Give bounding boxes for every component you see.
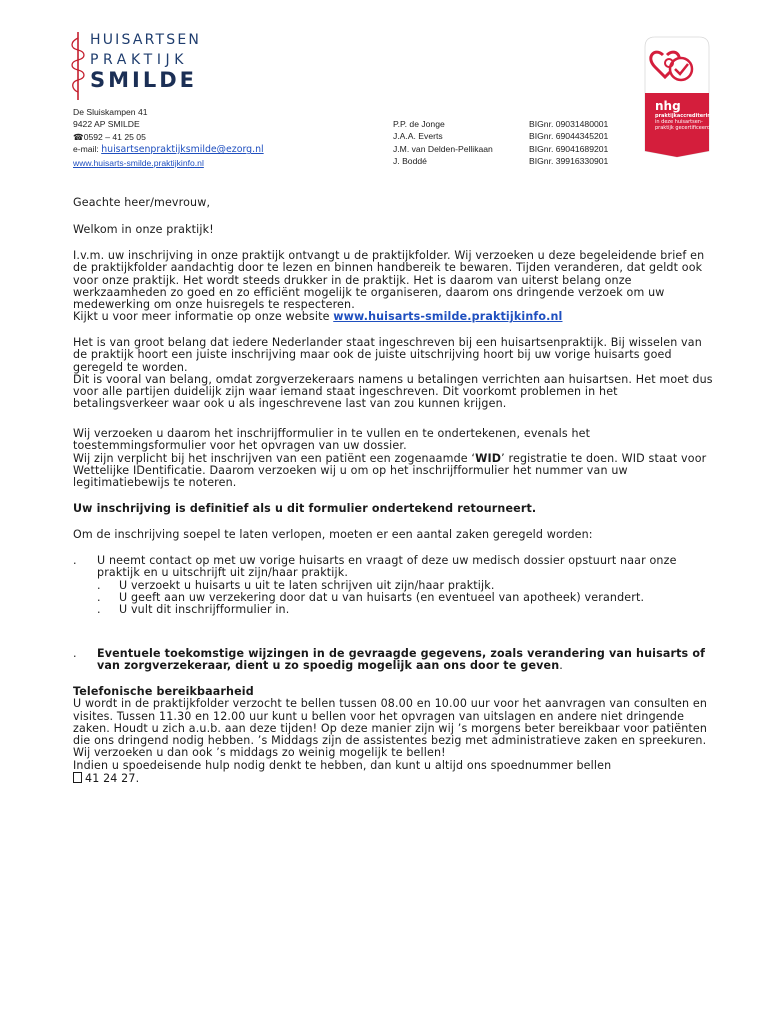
paragraph-2 (73, 337, 713, 411)
changes-text: Eventuele toekomstige wijzingen in de gevraagde gegevens, zoals verandering van huisarts of van zorgverzekeraar, dient u zo spoedig mogelijk aan ons door te geven (97, 647, 706, 673)
logo-line-3: SMILDE (90, 68, 197, 92)
changes-notice (73, 648, 713, 673)
sub-bullet-text: U vult dit inschrijfformulier in. (119, 603, 290, 617)
paragraph-2b: Dit is vooral van belang, omdat zorgverzekeraars namens u betalingen verrichten aan huisartsen. Het moet dus voor alle partijen duidelijk zijn waar iemand staat ingeschreven. Dit voorkomt problemen in het betalingsverkeer waar ook u als ingeschrevene last van zou kunnen krijgen. (73, 372, 713, 411)
doctor-name: J.A.A. Everts (393, 131, 443, 142)
phone-number: 0592 – 41 25 05 (83, 131, 146, 142)
doctor-name: J.M. van Delden-Pellikaan (393, 143, 493, 154)
salutation: Geachte heer/mevrouw, (73, 196, 211, 209)
instruction-list (73, 555, 713, 616)
bullet-mark: . (73, 554, 77, 567)
bullet-mark: . (97, 578, 101, 592)
paragraph-3a: Wij verzoeken u daarom het inschrijfformulier in te vullen en te ondertekenen, evenals het toestemmingsformulier voor het opvragen van uw dossier. (73, 427, 591, 453)
doctor-names (393, 118, 493, 168)
badge-line-1: praktijkaccreditering (655, 113, 715, 119)
practice-logo (68, 30, 208, 102)
emergency-line (73, 772, 713, 785)
postcode: 9422 AP SMILDE (73, 119, 140, 130)
changes-end: . (559, 659, 563, 673)
website-line-prefix: Kijkt u voor meer informatie op onze website (73, 310, 334, 324)
doctor-name: P.P. de Jonge (393, 119, 445, 129)
email-label: e-mail: (73, 144, 102, 155)
list-item (73, 648, 713, 673)
paragraph-3 (73, 428, 713, 489)
big-number: BIGnr. 39916330901 (529, 156, 609, 167)
nhg-brand: nhg (655, 99, 681, 113)
wid-term: WID (475, 451, 502, 465)
website-link[interactable]: www.huisarts-smilde.praktijkinfo.nl (73, 157, 204, 168)
wid-suffix: ’ registratie te doen. WID staat voor Wettelijke IDentificatie. Daarom verzoeken wij u om op het inschrijfformulier het nummer van uw legitimatiebewijs te noteren. (73, 451, 707, 490)
paragraph-3b (73, 453, 713, 490)
street: De Sluiskampen 41 (73, 107, 148, 117)
list-item (73, 555, 713, 580)
email-line (73, 143, 264, 156)
paragraph-1 (73, 250, 713, 324)
staff-of-asclepius-icon (68, 30, 88, 102)
sub-bullet-text: U verzoekt u huisarts u uit te laten schrijven uit zijn/haar praktijk. (119, 578, 495, 592)
definitive-notice: Uw inschrijving is definitief als u dit formulier ondertekend retourneert. (73, 502, 537, 515)
sub-list-item (73, 604, 713, 616)
welcome-line: Welkom in onze praktijk! (73, 223, 214, 236)
email-link[interactable]: huisartsenpraktijksmilde@ezorg.nl (101, 144, 264, 156)
nhg-accreditation-badge (641, 33, 713, 159)
logo-line-1: HUISARTSEN (90, 32, 202, 48)
paragraph-2a: Het is van groot belang dat iedere Nederlander staat ingeschreven bij een huisartsenpraktijk. Bij wisselen van de praktijk hoort een juiste inschrijving maar ook de juiste uitschrijving hoort bij uw vorige huisarts goed geregeld te worden. (73, 336, 702, 374)
phone-heading: Telefonische bereikbaarheid (73, 685, 254, 698)
bullet-mark: . (97, 603, 101, 617)
emergency-text: Indien u spoedeisende hulp nodig denkt te hebben, dan kunt u altijd ons spoednummer bellen (73, 758, 612, 772)
big-numbers (529, 118, 608, 168)
big-number: BIGnr. 09031480001 (529, 119, 609, 129)
list-intro: Om de inschrijving soepel te laten verlopen, moeten er een aantal zaken geregeld worden: (73, 528, 593, 541)
phone-text: U wordt in de praktijkfolder verzocht te bellen tussen 08.00 en 10.00 uur voor het aanvragen van consulten en visites. Tussen 11.30 en 12.00 uur kunt u bellen voor het opvragen van uitslagen en andere niet dringende zaken. Houdt u zich a.u.b. aan deze tijden! Op deze manier zijn wij ’s morgens beter bereikbaar voor patiënten die ons dringend nodig hebben. ’s Middags zijn de assistentes bezig met administratieve zaken en spreekuren. Wij verzoeken u dan ook ’s middags zo weinig mogelijk te bellen! (73, 697, 708, 760)
bullet-mark: . (73, 647, 77, 660)
phone-line (73, 131, 264, 143)
big-number: BIGnr. 69044345201 (529, 131, 609, 142)
paragraph-1-text: I.v.m. uw inschrijving in onze praktijk ontvangt u de praktijkfolder. Wij verzoeken u deze begeleidende brief en de praktijkfolder aandachtig door te lezen en binnen handbereik te bewaren. Tijden veranderen, dat geldt ook voor onze praktijk. Het wordt steeds drukker in de praktijk. Het is daarom van uiterst belang onze werkzaamheden zo goed en zo efficiënt mogelijk te organiseren, daarom ons dringende verzoek om uw medewerking om onze huisregels te respecteren. (73, 249, 705, 312)
big-number: BIGnr. 69041689201 (529, 143, 609, 154)
doctor-name: J. Boddé (393, 156, 427, 167)
practice-address (73, 106, 264, 169)
badge-line-3: praktijk gecertificeerd (655, 125, 711, 131)
emergency-number: 41 24 27. (85, 772, 140, 786)
website-link-body[interactable]: www.huisarts-smilde.praktijkinfo.nl (333, 310, 563, 324)
wid-prefix: Wij zijn verplicht bij het inschrijven van een patiënt een zogenaamde ‘ (73, 451, 476, 465)
bullet-mark: . (97, 590, 101, 604)
sub-bullet-text: U geeft aan uw verzekering door dat u van huisarts (en eventueel van apotheek) verandert. (119, 590, 645, 604)
phone-icon: ☎ (73, 131, 84, 142)
phone-glyph-icon (73, 772, 82, 783)
bullet-text: U neemt contact op met uw vorige huisarts en vraagt of deze uw medisch dossier opstuurt naar onze praktijk en u uitschrijft uit zijn/haar praktijk. (97, 554, 677, 580)
website-line (73, 311, 713, 323)
badge-line-2: in deze huisartsen- (655, 119, 703, 125)
phone-section (73, 686, 713, 785)
logo-line-2: PRAKTIJK (90, 52, 189, 68)
